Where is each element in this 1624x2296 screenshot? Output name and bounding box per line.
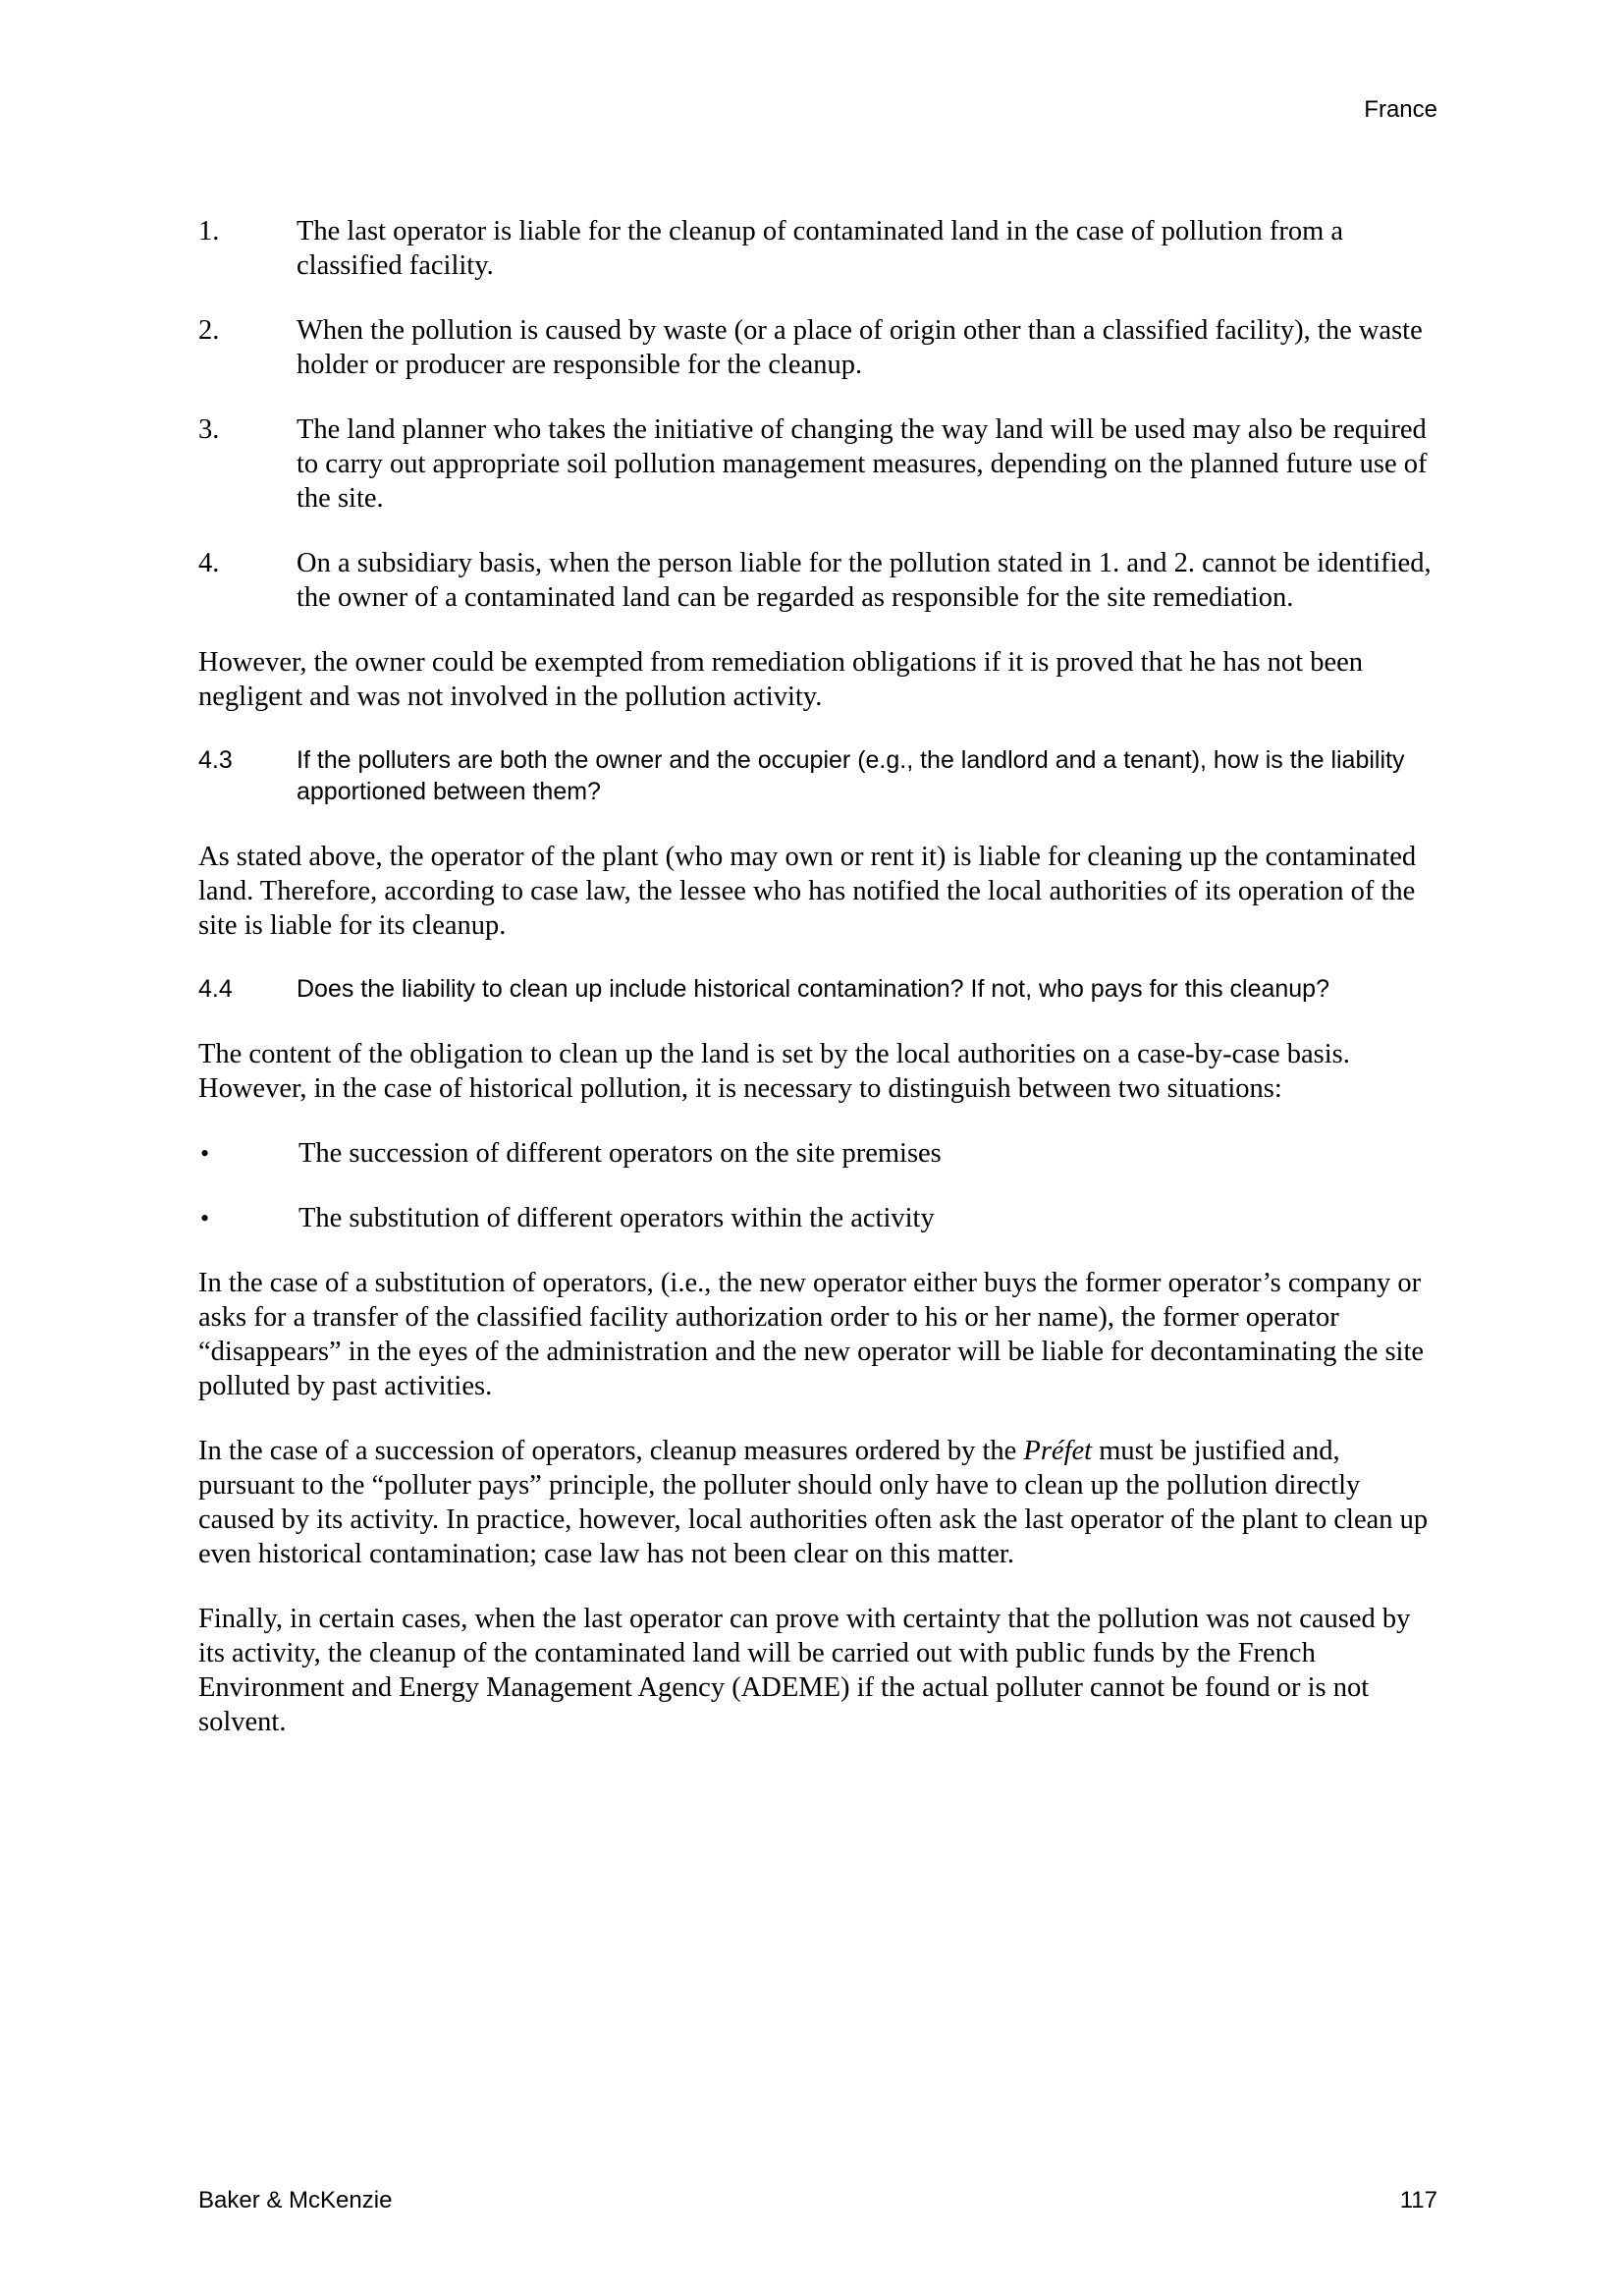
bullet-symbol: •	[200, 1204, 210, 1232]
question-text: If the polluters are both the owner and the occupier (e.g., the landlord and a tenant), how is the liability apportioned between them?	[297, 746, 1405, 805]
item-number: 1.	[198, 216, 220, 246]
item-number: 4.	[198, 548, 220, 578]
paragraph-succession-start: In the case of a succession of operators, cleanup measures ordered by the	[198, 1436, 1024, 1466]
footer-firm: Baker & McKenzie	[198, 2187, 393, 2214]
page-content	[198, 214, 1437, 1770]
item-number: 3.	[198, 414, 220, 445]
paragraph-succession	[198, 1434, 1437, 1571]
numbered-item-2	[198, 313, 1437, 382]
bullet-symbol: •	[200, 1139, 210, 1168]
paragraph-answer-4-4: The content of the obligation to clean up the land is set by the local authorities on a case-by-case basis. However, in the case of historical pollution, it is necessary to distinguish between two situations:	[198, 1039, 1350, 1104]
bullet-text: The succession of different operators on the site premises	[298, 1138, 942, 1169]
bullet-text: The substitution of different operators within the activity	[298, 1203, 935, 1233]
bullet-item-1	[198, 1136, 1437, 1171]
question-text: Does the liability to clean up include historical contamination? If not, who pays for this cleanup?	[297, 975, 1329, 1003]
paragraph-answer-4-3: As stated above, the operator of the plant (who may own or rent it) is liable for cleaning up the contaminated land. Therefore, according to case law, the lessee who has notified the local authorities of its operation of the site is liable for its cleanup.	[198, 842, 1417, 941]
bullet-item-2	[198, 1201, 1437, 1235]
numbered-item-1	[198, 214, 1437, 283]
question-4-4	[198, 973, 1437, 1005]
paragraph-succession-end: must be justified and, pursuant to the “polluter pays” principle, the polluter should only have to clean up the pollution directly caused by its activity. In practice, however, local authorities often ask the last operator of the plant to clean up even historical contamination; case law has not been clear on this matter.	[198, 1436, 1429, 1569]
item-number: 2.	[198, 315, 220, 346]
numbered-item-3	[198, 412, 1437, 516]
numbered-item-4	[198, 546, 1437, 615]
question-number: 4.4	[198, 975, 233, 1003]
item-text: The last operator is liable for the cleanup of contaminated land in the case of pollution from a classified facility.	[297, 216, 1344, 281]
item-text: When the pollution is caused by waste (or a place of origin other than a classified facility), the waste holder or producer are responsible for the cleanup.	[297, 315, 1423, 380]
item-text: The land planner who takes the initiative of changing the way land will be used may also be required to carry out appropriate soil pollution management measures, depending on the planned future use of the site.	[297, 414, 1428, 514]
prefet-term: Préfet	[1023, 1436, 1093, 1466]
page-number: 117	[1399, 2187, 1437, 2214]
header-country: France	[1364, 96, 1437, 123]
item-text: On a subsidiary basis, when the person liable for the pollution stated in 1. and 2. cannot be identified, the owner of a contaminated land can be regarded as responsible for the site remediation.	[297, 548, 1432, 613]
question-4-3	[198, 744, 1437, 807]
paragraph-finally: Finally, in certain cases, when the last operator can prove with certainty that the pollution was not caused by its activity, the cleanup of the contaminated land will be carried out with public funds by the French Environment and Energy Management Agency (ADEME) if the actual polluter cannot be found or is not solvent.	[198, 1604, 1411, 1737]
paragraph-exemption: However, the owner could be exempted from remediation obligations if it is proved that he has not been negligent and was not involved in the pollution activity.	[198, 647, 1364, 712]
paragraph-substitution: In the case of a substitution of operators, (i.e., the new operator either buys the former operator’s company or asks for a transfer of the classified facility authorization order to his or her name), the former operator “disappears” in the eyes of the administration and the new operator will be liable for decontaminating the site polluted by past activities.	[198, 1268, 1425, 1401]
question-number: 4.3	[198, 746, 233, 774]
